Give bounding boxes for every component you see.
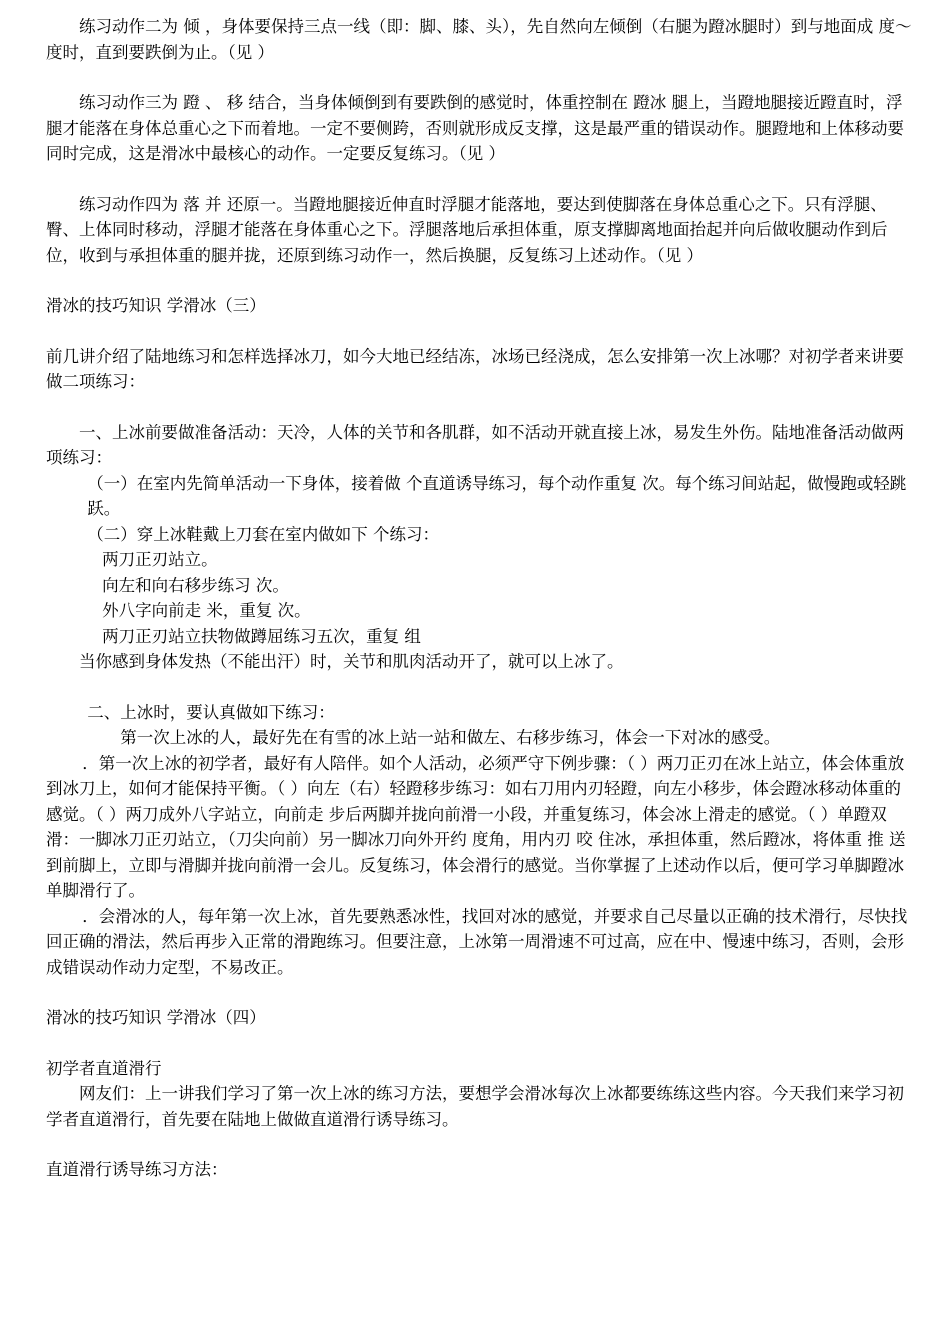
spacer [46, 268, 912, 293]
spacer [46, 319, 912, 344]
paragraph-intro: 前几讲介绍了陆地练习和怎样选择冰刀，如今大地已经结冻，冰场已经浇成，怎么安排第一次上冰哪？对初学者来讲要做二项练习： [46, 346, 904, 391]
spacer [46, 65, 912, 90]
subheading-method: 直道滑行诱导练习方法： [46, 1160, 228, 1179]
paragraph-exercise-three: 练习动作三为 蹬 、 移 结合，当身体倾倒到有要跌倒的感觉时，体重控制在 蹬冰 腿上，当蹬地腿接近蹬直时，浮腿才能落在身体总重心之下而着地。一定不要侧跨，否则就形成反支撑，这是最严重的错误动作。腿蹬地和上体移动要同时完成，这是滑冰中最核心的动作。一定要反复练习。（见 ） [46, 93, 904, 163]
subheading-straight-skating: 初学者直道滑行 [46, 1058, 162, 1078]
paragraph-on-ice: 二、上冰时，要认真做如下练习： [87, 702, 335, 722]
paragraph-netizens: 网友们：上一讲我们学习了第一次上冰的练习方法，要想学会滑冰每次上冰都要练练这些内容。今天我们来学习初学者直道滑行，首先要在陆地上做做直道滑行诱导练习。 [46, 1084, 904, 1129]
paragraph-exercise-four: 练习动作四为 落 并 还原一。当蹬地腿接近伸直时浮腿才能落地，要达到使脚落在身体总重心之下。只有浮腿、臀、上体同时移动，浮腿才能落在身体重心之下。浮腿落地后承担体重，原支撑脚离地面抬起并向后做收腿动作到后位，收到与承担体重的腿并拢，还原到练习动作一，然后换腿，反复练习上述动作。（见 ） [46, 194, 888, 265]
paragraph-ready: 当你感到身体发热（不能出汗）时，关节和肌肉活动开了，就可以上冰了。 [79, 652, 624, 671]
paragraph-warmup: 一、上冰前要做准备活动：天冷，人体的关节和各肌群，如不活动开就直接上冰，易发生外伤。陆地准备活动做两项练习： [46, 422, 904, 467]
paragraph-exercise-two: 练习动作二为 倾 ，身体要保持三点一线（即：脚、膝、头），先自然向左倾倒（右腿为蹬冰腿时）到与地面成 度～ 度时，直到要跌倒为止。（见 ） [46, 17, 912, 62]
document-body [46, 14, 912, 1183]
paragraph-warmup-step-one: （一）在室内先简单活动一下身体，接着做 个直道诱导练习，每个动作重复 次。每个练习间站起，做慢跑或轻跳跃。 [87, 473, 907, 518]
spacer [46, 1132, 912, 1157]
list-item-squat: 两刀正刃站立扶物做蹲屈练习五次，重复 组 [102, 626, 421, 646]
spacer [46, 980, 912, 1005]
spacer [46, 675, 912, 700]
paragraph-experienced: ．会滑冰的人，每年第一次上冰，首先要熟悉冰性，找回对冰的感觉，并要求自己尽量以正确的技术滑行，尽快找回正确的滑法，然后再步入正常的滑跑练习。但要注意，上冰第一周滑速不可过高，应在中、慢速中练习，否则，会形成错误动作动力定型，不易改正。 [46, 906, 908, 977]
list-item-walk: 外八字向前走 米，重复 次。 [102, 601, 311, 620]
list-item-side-step: 向左和向右移步练习 次。 [102, 575, 289, 595]
spacer [46, 395, 912, 420]
paragraph-first-time: 第一次上冰的人，最好先在有雪的冰上站一站和做左、右移步练习，体会一下对冰的感受。 [120, 728, 781, 747]
spacer [46, 167, 912, 192]
paragraph-beginner-steps: ．第一次上冰的初学者，最好有人陪伴。如个人活动，必须严守下例步骤：（ ）两刀正刃在冰上站立，体会体重放到冰刀上，如何才能保持平衡。（ ）向左（右）轻蹬移步练习：如右刀用内刃轻蹬，向左小移步，体会蹬冰移动体重的感觉。（ ）两刀成外八字站立，向前走 步后两脚并拢向前滑一小段，并重复练习，体会冰上滑走的感觉。（ ）单蹬双滑：一脚冰刀正刃站立，（刀尖向前）另一脚冰刀向外开约 度角，用内刃 咬 住冰，承担体重，然后蹬冰，将体重 推 送到前脚上，立即与滑脚并拢向前滑一会儿。反复练习，体会滑行的感觉。当你掌握了上述动作以后，便可学习单脚蹬冰单脚滑行了。 [46, 753, 906, 900]
section-heading-three: 滑冰的技巧知识 学滑冰（三） [46, 296, 266, 315]
section-heading-four: 滑冰的技巧知识 学滑冰（四） [46, 1008, 266, 1027]
spacer [46, 1031, 912, 1056]
paragraph-warmup-step-two: （二）穿上冰鞋戴上刀套在室内做如下 个练习： [87, 524, 439, 544]
list-item-stand: 两刀正刃站立。 [102, 550, 218, 569]
